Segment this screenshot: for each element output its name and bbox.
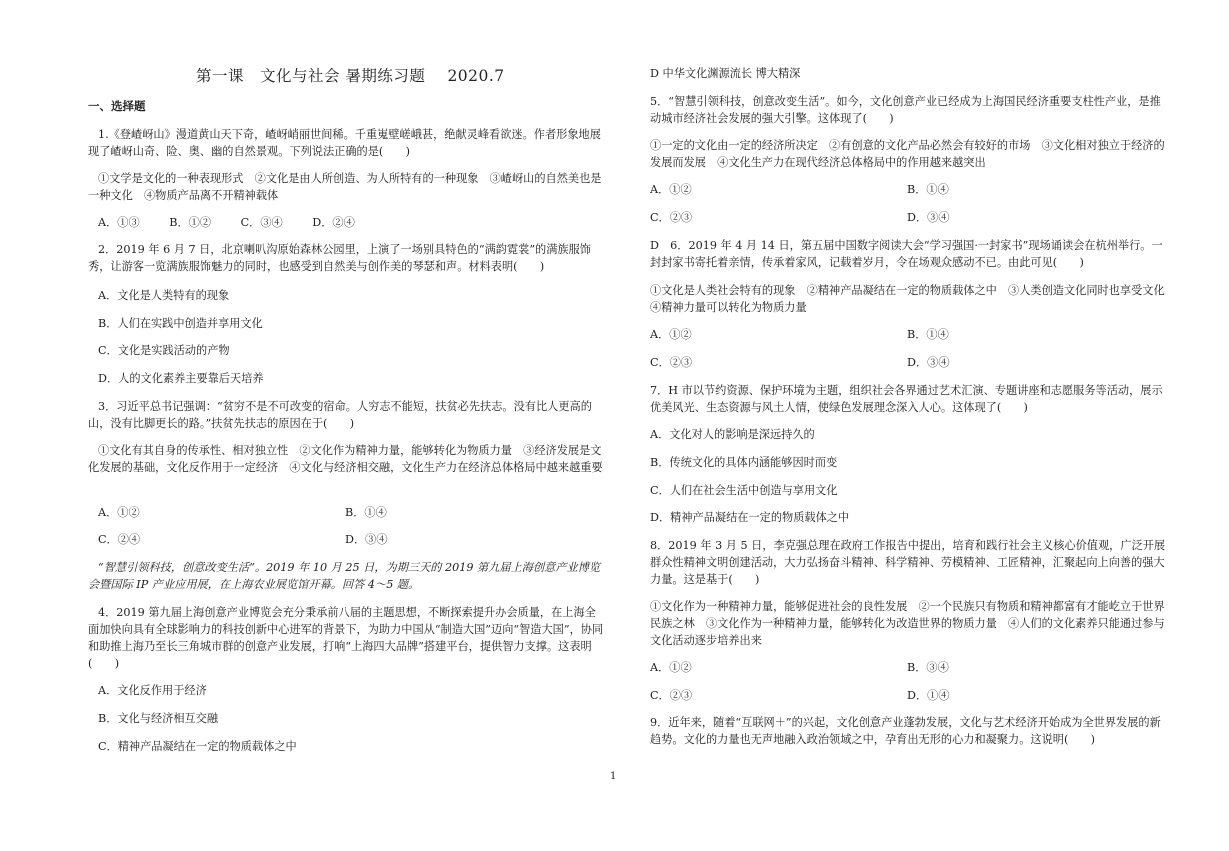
q3-stem: 3．习近平总书记强调：“贫穷不是不可改变的宿命。人穷志不能短，扶贫必先扶志。没有比人更高的山，没有比脚更长的路。”扶贫先扶志的原因在于( )	[88, 400, 592, 430]
q4-option-b[interactable]: B．文化与经济相互交融	[98, 712, 219, 725]
q5-option-a[interactable]: A．①②	[650, 183, 692, 196]
q2-option-a[interactable]: A．文化是人类特有的现象	[98, 289, 230, 302]
q1-options	[88, 214, 606, 231]
page-title: 第一课 文化与社会 暑期练习题 2020.7	[196, 67, 505, 85]
q3-option-d[interactable]: D．③④	[345, 533, 388, 546]
q2-option-d[interactable]: D．人的文化素养主要靠后天培养	[98, 372, 264, 385]
q8-items: ①文化作为一种精神力量，能够促进社会的良性发展 ②一个民族只有物质和精神都富有才能屹立于世界民族之林 ③文化作为一种精神力量，能够转化为改造世界的物质力量 ④人们的文化素养只能通过参与文化活动逐步培养出来	[650, 600, 1165, 647]
q1-option-c[interactable]: C．③④	[240, 216, 283, 229]
q6-stem: D 6．2019 年 4 月 14 日，第五届中国数字阅读大会“学习强国·一封家书”现场诵读会在杭州举行。一封封家书寄托着亲情，传承着家风，记载着岁月，令在场观众感动不已。由此可见( )	[650, 239, 1163, 269]
q4-option-c[interactable]: C．精神产品凝结在一定的物质载体之中	[98, 740, 297, 753]
q6-items: ①文化是人类社会特有的现象 ②精神产品凝结在一定的物质载体之中 ③人类创造文化同时也享受文化 ④精神力量可以转化为物质力量	[650, 284, 1176, 314]
q5-stem: 5．“智慧引领科技，创意改变生活”。如今，文化创意产业已经成为上海国民经济重要支柱性产业，是推动城市经济社会发展的强大引擎。这体现了( )	[650, 95, 1161, 125]
q8-option-d[interactable]: D．①④	[907, 689, 950, 702]
q5-option-d[interactable]: D．③④	[907, 211, 950, 224]
q4-stem: 4．2019 第九届上海创意产业博览会充分秉承前八届的主题思想，不断探索提升办会质量，在上海全面加快向具有全球影响力的科技创新中心进军的背景下，为助力中国从“制造大国”迈向“智造大国”，协同和助推上海乃至长三角城市群的创意产业发展，打响“上海四大品牌”搭建平台，提供智力支撑。这表明( )	[88, 606, 604, 670]
q8-option-c[interactable]: C．②③	[650, 689, 693, 702]
q3-option-a[interactable]: A．①②	[98, 506, 140, 519]
q2-option-b[interactable]: B．人们在实践中创造并享用文化	[98, 317, 263, 330]
q3-option-b[interactable]: B．①④	[345, 506, 387, 519]
q5-items: ①一定的文化由一定的经济所决定 ②有创意的文化产品必然会有较好的市场 ③文化相对独立于经济的发展而发展 ④文化生产力在现代经济总体格局中的作用越来越突出	[650, 139, 1165, 169]
q5-option-b[interactable]: B．①④	[907, 183, 949, 196]
q9-stem: 9．近年来，随着“互联网＋”的兴起，文化创意产业蓬勃发展，文化与艺术经济开始成为全世界发展的新趋势。文化的力量也无声地融入政治领域之中，孕育出无形的心力和凝聚力。这说明( )	[650, 716, 1161, 746]
q8-option-b[interactable]: B．③④	[907, 661, 949, 674]
q4-option-a[interactable]: A．文化反作用于经济	[98, 684, 207, 697]
q8-stem: 8．2019 年 3 月 5 日，李克强总理在政府工作报告中提出，培育和践行社会主义核心价值观，广泛开展群众性精神文明创建活动，大力弘扬奋斗精神、科学精神、劳模精神、工匠精神，汇聚起向上向善的强大力量。这是基于( )	[650, 539, 1166, 586]
q6-option-b[interactable]: B．①④	[907, 328, 949, 341]
page-number: 1	[610, 771, 617, 782]
q7-option-d[interactable]: D．精神产品凝结在一定的物质载体之中	[650, 511, 850, 524]
q2-option-c[interactable]: C．文化是实践活动的产物	[98, 344, 230, 357]
q7-stem: 7．H 市以节约资源、保护环境为主题，组织社会各界通过艺术汇演、专题讲座和志愿服务等活动，展示优美风光、生态资源与风土人情，使绿色发展理念深入人心。这体现了( )	[650, 384, 1163, 414]
q6-option-d[interactable]: D．③④	[907, 356, 950, 369]
q1-option-b[interactable]: B．①②	[169, 216, 212, 229]
q7-option-b[interactable]: B．传统文化的具体内涵能够因时而变	[650, 456, 838, 469]
q1-stem: 1.《登嵖岈山》漫道黄山天下奇，嵖岈峭丽世间稀。千重嵬壁嵯峨甚，绝献灵峰看欲迷。作者形象地展现了嵖岈山奇、险、奥、幽的自然景观。下列说法正确的是( )	[88, 128, 601, 158]
q2-stem: 2．2019 年 6 月 7 日，北京喇叭沟原始森林公园里，上演了一场别具特色的“满韵霓裳”的满族服饰秀，让游客一览满族服饰魅力的同时，也感受到自然美与创作美的琴瑟和声。材料表明( )	[88, 243, 591, 273]
q7-option-c[interactable]: C．人们在社会生活中创造与享用文化	[650, 484, 838, 497]
q5-option-c[interactable]: C．②③	[650, 211, 693, 224]
q1-option-d[interactable]: D．②④	[312, 216, 355, 229]
q6-option-c[interactable]: C．②③	[650, 356, 693, 369]
q3-option-c[interactable]: C．②④	[98, 533, 141, 546]
q3-items: ①文化有其自身的传承性、相对独立性 ②文化作为精神力量，能够转化为物质力量 ③经济发展是文化发展的基础，文化反作用于一定经济 ④文化与经济相交融，文化生产力在经济总体格局中越来越重要	[88, 444, 603, 474]
q7-option-a[interactable]: A．文化对人的影响是深远持久的	[650, 428, 815, 441]
q1-items: ①文学是文化的一种表现形式 ②文化是由人所创造、为人所特有的一种现象 ③嵖岈山的自然美也是一种文化 ④物质产品离不开精神载体	[88, 172, 602, 202]
section-heading: 一、选择题	[88, 99, 146, 113]
q8-option-a[interactable]: A．①②	[650, 661, 692, 674]
material-passage: “智慧引领科技，创意改变生活”。2019 年 10 月 25 日，为期三天的 2019 第九届上海创意产业博览会暨国际 IP 产业应用展，在上海农业展览馆开幕。回答 4～5 题。	[88, 561, 601, 591]
q4-option-d[interactable]: D 中华文化渊源流长 博大精深	[650, 67, 801, 80]
q6-option-a[interactable]: A．①②	[650, 328, 692, 341]
q1-option-a[interactable]: A．①③	[98, 216, 140, 229]
